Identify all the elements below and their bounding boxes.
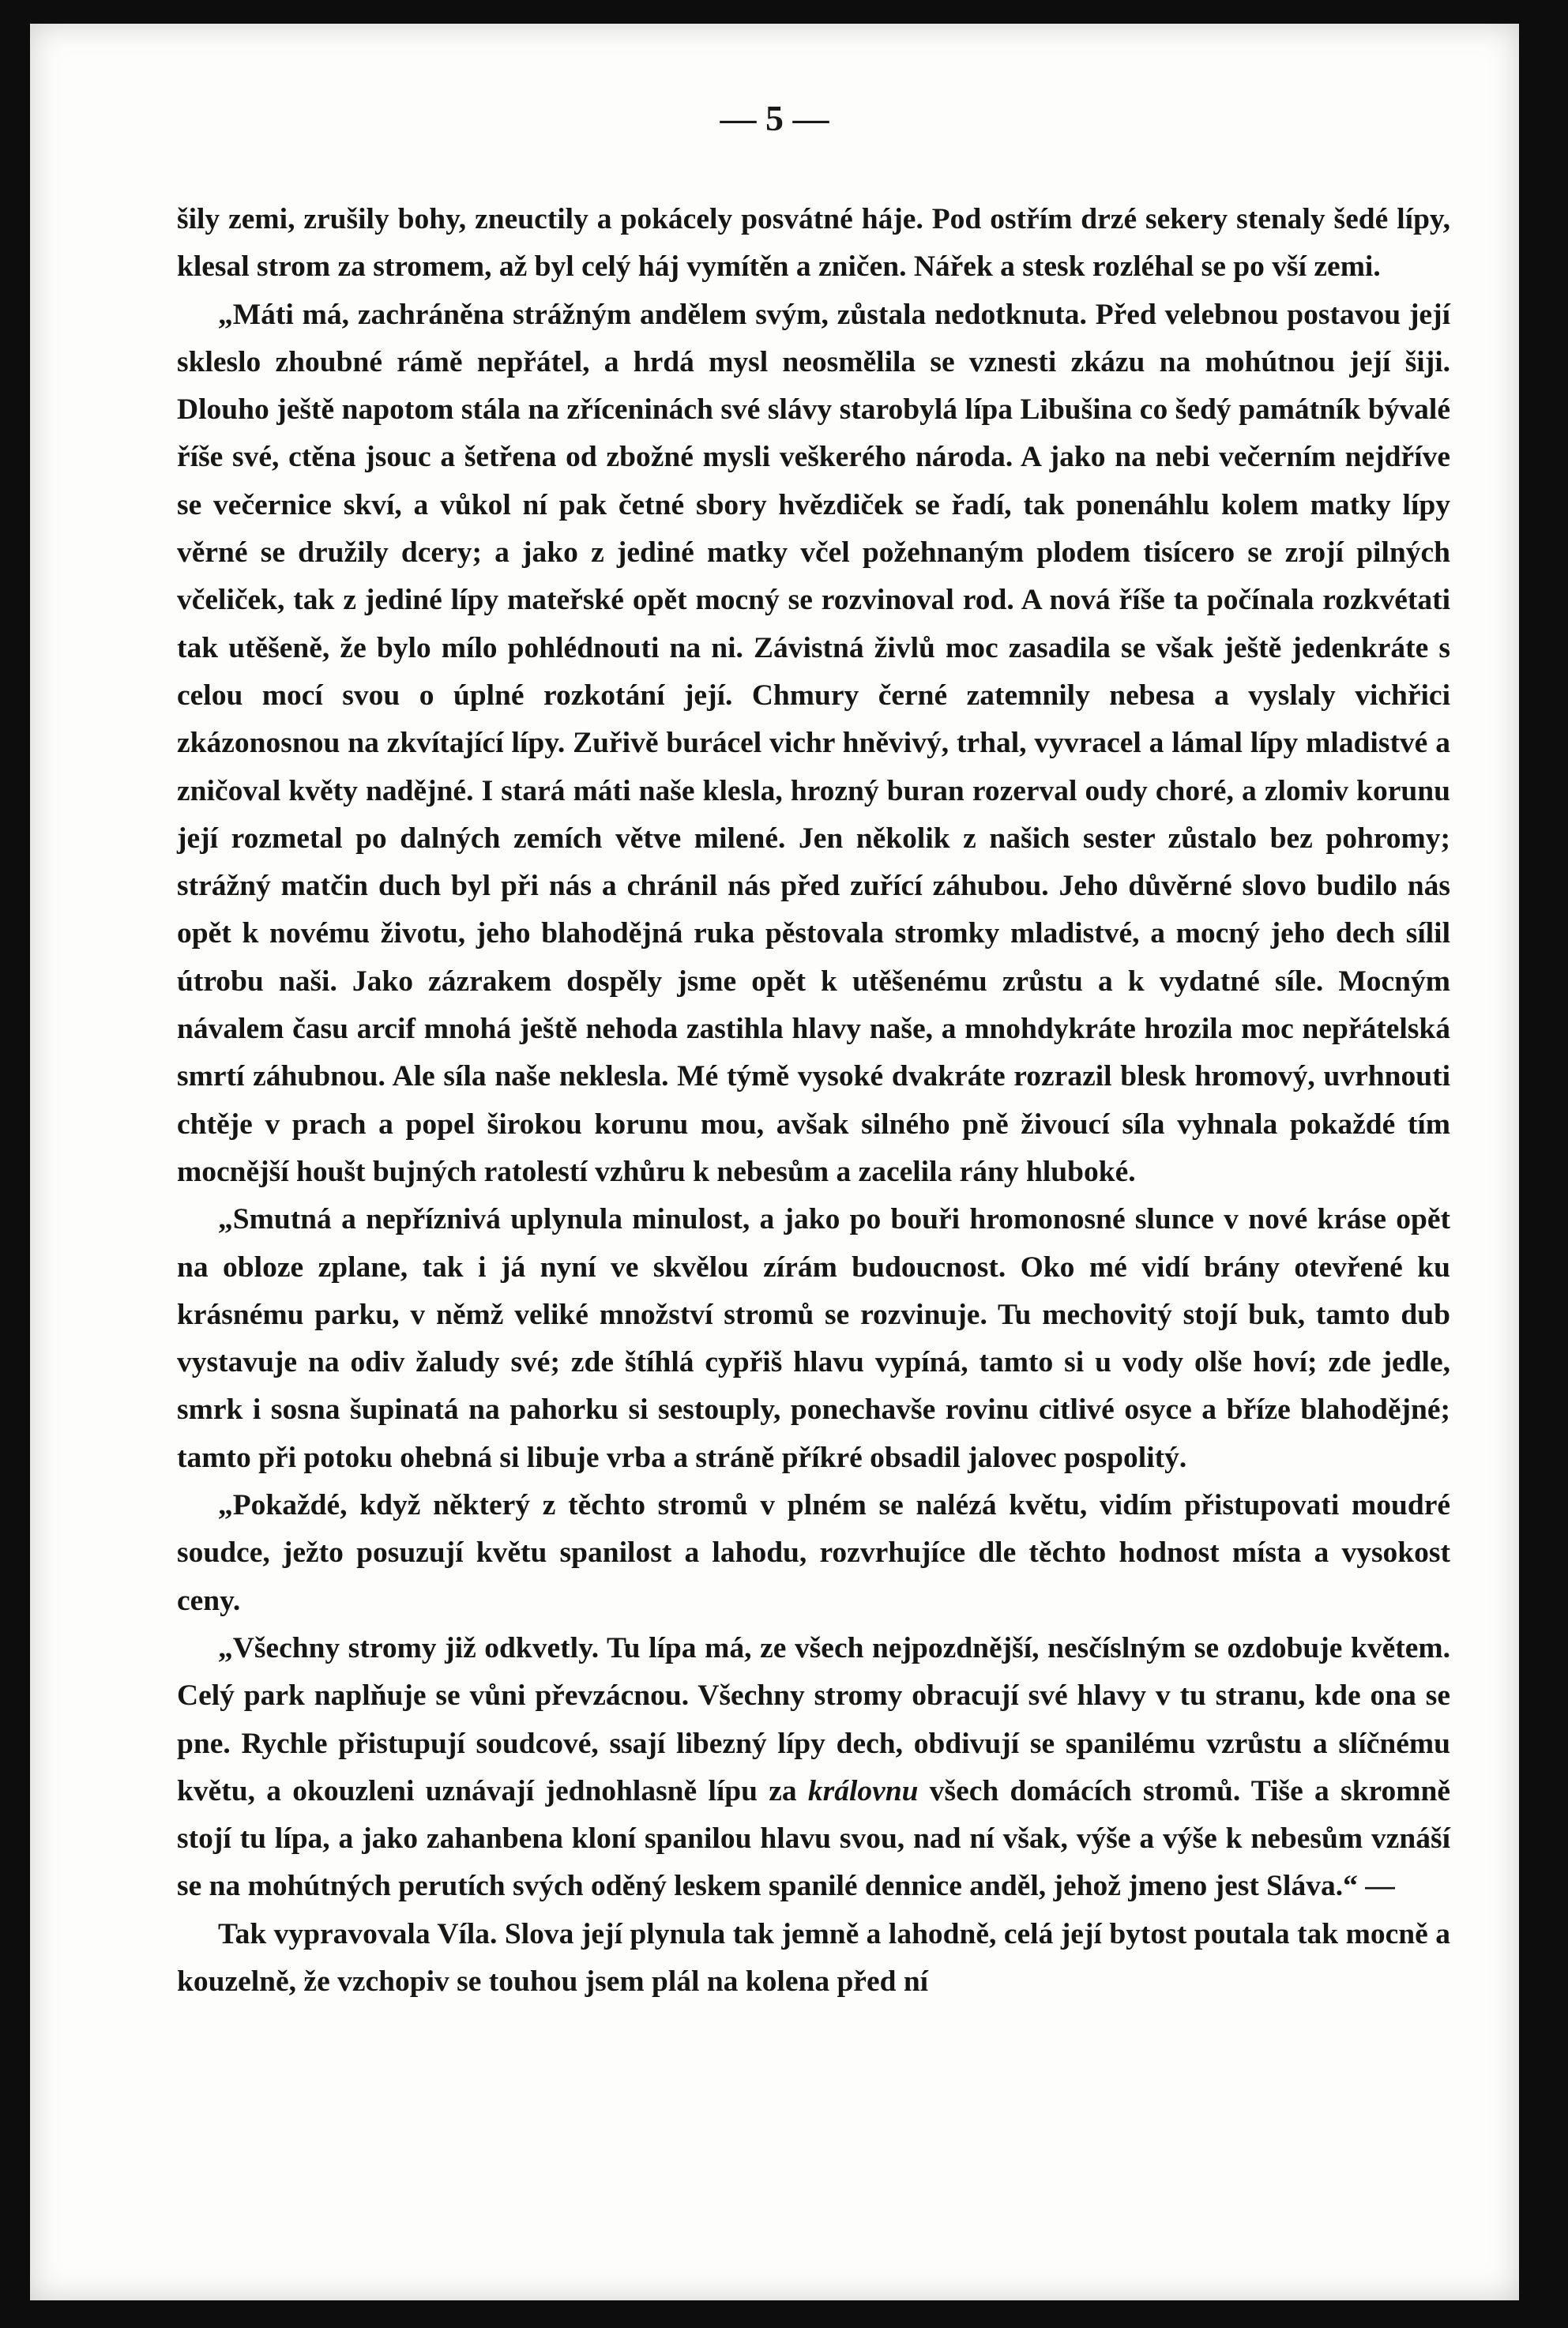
paragraph-5 bbox=[177, 1625, 1450, 1911]
paragraph-5-before: „Všechny stromy již odkvetly. Tu lípa má, ze všech nejpozdnější, nesčíslným se ozdobuje květem. Celý park naplňuje se vůni převzácnou. Všechny stromy obracují své hlavy v tu stranu, kde ona se pne. Rychle přistupují soudcové, ssají libezný lípy dech, obdivují se spanilému vzrůstu a slíčnému květu, a okouzleni uznávají jednohlasně lípu za bbox=[177, 1631, 1450, 1807]
paragraph-2: „Máti má, zachráněna strážným andělem svým, zůstala nedotknuta. Před velebnou postavou její skleslo zhoubné rámě nepřátel, a hrdá mysl neosmělila se vznesti zkázu na mohútnou její šiji. Dlouho ještě napotom stála na zříceninách své slávy starobylá lípa Libušina co šedý památník bývalé říše své, ctěna jsouc a šetřena od zbožné mysli veškerého národa. A jako na nebi večerním nejdříve se večernice skví, a vůkol ní pak četné sbory hvězdiček se řadí, tak ponenáhlu kolem matky lípy věrné se družily dcery; a jako z jediné matky včel požehnaným plodem tisícero se zrojí pilných včeliček, tak z jediné lípy mateřské opět mocný se rozvinoval rod. A nová říše ta počínala rozkvétati tak utěšeně, že bylo mílo pohlédnouti na ni. Závistná živlů moc zasadila se však ještě jedenkráte s celou mocí svou o úplné rozkotání její. Chmury černé zatemnily nebesa a vyslaly vichřici zkázonosnou na zkvítající lípy. Zuřivě burácel vichr hněvivý, trhal, vyvracel a lámal lípy mladistvé a zničoval květy nadějné. I stará máti naše klesla, hrozný buran rozerval oudy choré, a zlomiv korunu její rozmetal po dalných zemích větve milené. Jen několik z našich sester zůstalo bez pohromy; strážný matčin duch byl při nás a chránil nás před zuřící záhubou. Jeho důvěrné slovo budilo nás opět k novému životu, jeho blahodějná ruka pěstovala stromky mladistvé, a mocný jeho dech sílil útrobu naši. Jako zázrakem dospěly jsme opět k utěšenému zrůstu a k vydatné síle. Mocným návalem času arcif mnohá ještě nehoda zastihla hlavy naše, a mnohdykráte hrozila moc nepřátelská smrtí záhubnou. Ale síla naše neklesla. Mé týmě vysoké dvakráte rozrazil blesk hromový, uvrhnouti chtěje v prach a popel širokou korunu mou, avšak silného pně živoucí síla vyhnala pokaždé tím mocnější houšt bujných ratolestí vzhůru k nebesům a zacelila rány hluboké. bbox=[177, 298, 1450, 1188]
paragraph-3: „Smutná a nepříznivá uplynula minulost, a jako po bouři hromonosné slunce v nové kráse opět na obloze zplane, tak i já nyní ve skvělou zírám budoucnost. Oko mé vidí brány otevřené ku krásnému parku, v němž veliké množství stromů se rozvinuje. Tu mechovitý stojí buk, tamto dub vystavuje na odiv žaludy své; zde štíhlá cypřiš hlavu vypíná, tamto si u vody olše hoví; zde jedle, smrk i sosna šupinatá na pahorku si sestouply, ponechavše rovinu citlivé osyce a bříze blahodějné; tamto při potoku ohebná si libuje vrba a stráně příkré obsadil jalovec pospolitý. bbox=[177, 1203, 1450, 1474]
paragraph-5-after: všech domácích stromů. Tiše a skromně stojí tu lípa, a jako zahanbena kloní spanilou hlavu svou, nad ní však, výše a výše k nebesům vznáší se na mohútných perutích svých oděný leskem spanilé dennice anděl, jehož jmeno jest Sláva.“ — bbox=[177, 1774, 1450, 1903]
body-text bbox=[177, 196, 1450, 2006]
paragraph-6: Tak vypravovala Víla. Slova její plynula tak jemně a lahodně, celá její bytost poutala tak mocně a kouzelně, že vzchopiv se touhou jsem plál na kolena před ní bbox=[177, 1917, 1450, 1998]
page-number: — 5 — bbox=[720, 98, 829, 138]
paragraph-1: šily zemi, zrušily bohy, zneuctily a pokácely posvátné háje. Pod ostřím drzé sekery stenaly šedé lípy, klesal strom za stromem, až byl celý háj vymítěn a zničen. Nářek a stesk rozléhal se po vší zemi. bbox=[177, 203, 1450, 284]
paragraph-4: „Pokaždé, když některý z těchto stromů v plném se nalézá květu, vidím přistupovati moudré soudce, ježto posuzují květu spanilost a lahodu, rozvrhujíce dle těchto hodnost místa a vysokost ceny. bbox=[177, 1489, 1450, 1617]
book-page bbox=[30, 24, 1519, 2300]
paragraph-5-emphasis: královnu bbox=[807, 1774, 919, 1807]
